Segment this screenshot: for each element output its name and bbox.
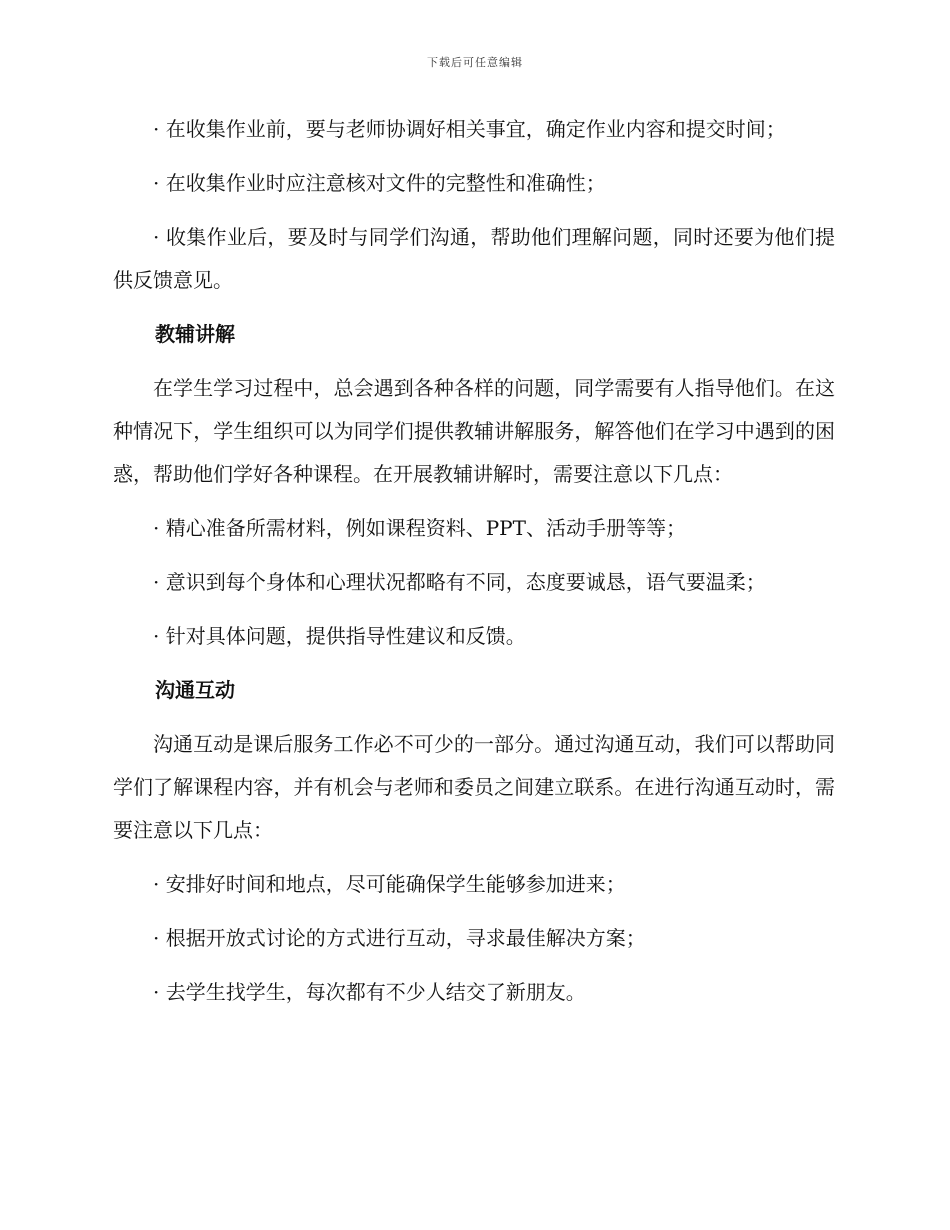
bullet-item: · 安排好时间和地点，尽可能确保学生能够参加进来； <box>153 872 626 896</box>
bullet-item: · 意识到每个身体和心理状况都略有不同，态度要诚恳，语气要温柔； <box>153 570 766 594</box>
bullet-item: · 根据开放式讨论的方式进行互动，寻求最佳解决方案； <box>153 926 646 950</box>
page-header: 下载后可任意编辑 <box>427 56 523 69</box>
section-heading: 沟通互动 <box>155 678 235 702</box>
body-paragraph: 沟通互动是课后服务工作必不可少的一部分。通过沟通互动，我们可以帮助同学们了解课程内容，并有机会与老师和委员之间建立联系。在进行沟通互动时，需要注意以下几点： <box>113 732 835 842</box>
document-body <box>113 108 835 1025</box>
bullet-item: · 收集作业后，要及时与同学们沟通，帮助他们理解问题，同时还要为他们提供反馈意见。 <box>113 225 835 292</box>
section-heading: 教辅讲解 <box>155 322 235 346</box>
bullet-item: · 精心准备所需材料，例如课程资料、PPT、活动手册等等； <box>153 516 686 540</box>
bullet-item: · 在收集作业前，要与老师协调好相关事宜，确定作业内容和提交时间； <box>153 117 786 141</box>
bullet-item: · 去学生找学生，每次都有不少人结交了新朋友。 <box>153 980 586 1004</box>
body-paragraph: 在学生学习过程中，总会遇到各种各样的问题，同学需要有人指导他们。在这种情况下，学生组织可以为同学们提供教辅讲解服务，解答他们在学习中遇到的困惑，帮助他们学好各种课程。在开展教辅讲解时，需要注意以下几点： <box>113 376 835 486</box>
bullet-item: · 在收集作业时应注意核对文件的完整性和准确性； <box>153 171 606 195</box>
bullet-item: · 针对具体问题，提供指导性建议和反馈。 <box>153 624 526 648</box>
